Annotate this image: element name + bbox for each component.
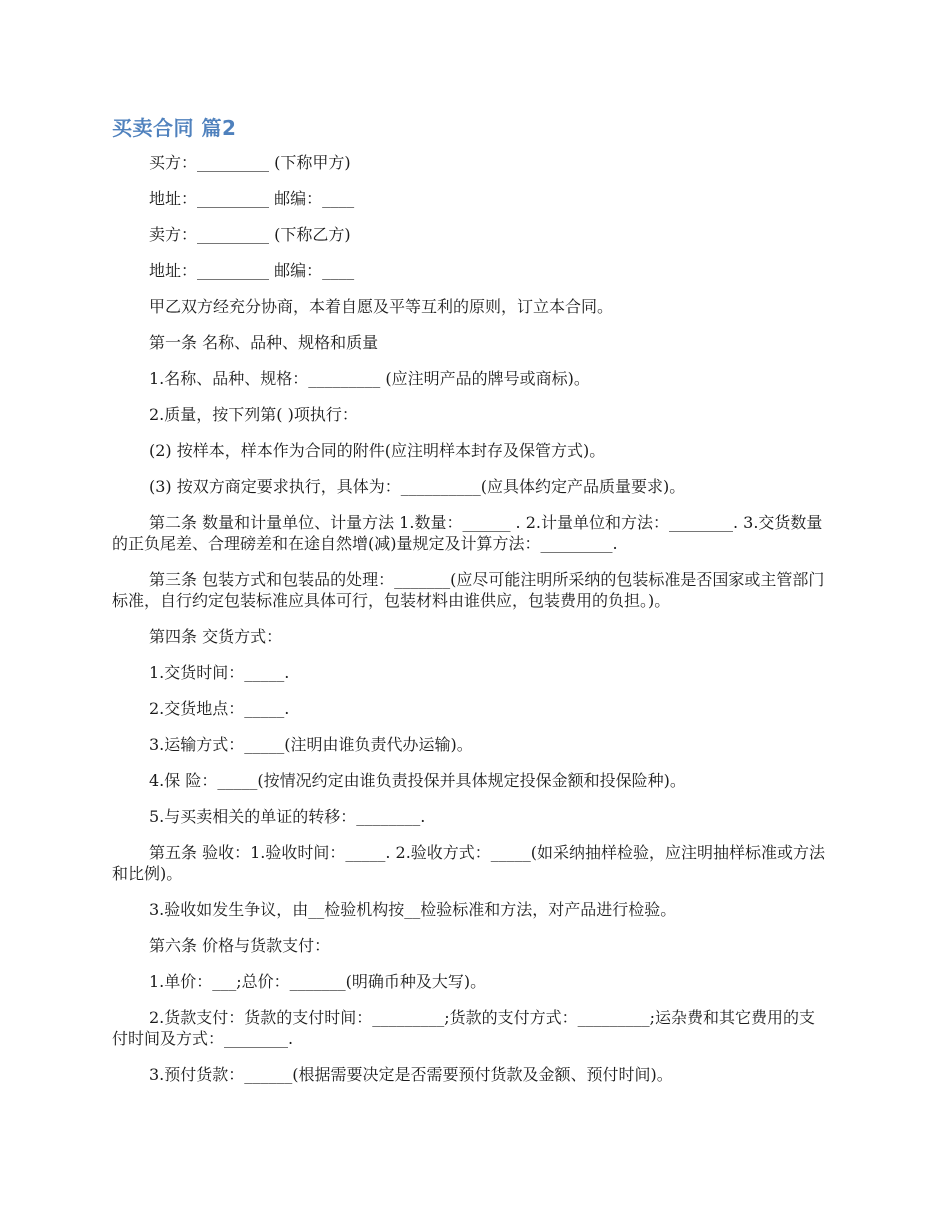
article-5: 第五条 验收：1.验收时间：_____. 2.验收方式：_____(如采纳抽样检验，应注明抽样标准或方法和比例)。 (112, 843, 826, 883)
article-4-item-2: 2.交货地点：_____. (149, 699, 290, 718)
article-1-item-1: 1.名称、品种、规格：_________ (应注明产品的牌号或商标)。 (149, 369, 590, 388)
article-6-item-3: 3.预付货款：______(根据需要决定是否需要预付货款及金额、预付时间)。 (149, 1065, 673, 1084)
document-body (112, 152, 828, 1100)
article-6-heading: 第六条 价格与货款支付： (149, 936, 331, 955)
article-5-item-3: 3.验收如发生争议，由__检验机构按__检验标准和方法，对产品进行检验。 (149, 900, 677, 919)
clause-buyer-address: 地址：_________ 邮编：____ (149, 189, 355, 208)
article-1-option-2: (2) 按样本，样本作为合同的附件(应注明样本封存及保管方式)。 (149, 441, 606, 460)
clause-buyer: 买方：_________ (下称甲方) (149, 153, 351, 172)
article-1-heading: 第一条 名称、品种、规格和质量 (149, 333, 379, 352)
clause-preamble: 甲乙双方经充分协商，本着自愿及平等互利的原则，订立本合同。 (149, 297, 614, 316)
article-6-item-1: 1.单价：___;总价：_______(明确币种及大写)。 (149, 972, 487, 991)
article-4-item-4: 4.保 险：_____(按情况约定由谁负责投保并具体规定投保金额和投保险种)。 (149, 771, 686, 790)
article-4-item-5: 5.与买卖相关的单证的转移：________. (149, 807, 426, 826)
article-6-item-2: 2.货款支付：货款的支付时间：_________;货款的支付方式：_________;运杂费和其它费用的支付时间及方式：________. (112, 1008, 816, 1048)
article-1-option-3: (3) 按双方商定要求执行，具体为：__________(应具体约定产品质量要求)。 (149, 477, 686, 496)
article-1-item-2: 2.质量，按下列第( )项执行： (149, 405, 358, 424)
clause-seller: 卖方：_________ (下称乙方) (149, 225, 351, 244)
clause-seller-address: 地址：_________ 邮编：____ (149, 261, 355, 280)
article-4-item-1: 1.交货时间：_____. (149, 663, 290, 682)
article-4-heading: 第四条 交货方式： (149, 627, 283, 646)
article-3: 第三条 包装方式和包装品的处理：_______(应尽可能注明所采纳的包装标准是否国家或主管部门标准，自行约定包装标准应具体可行，包装材料由谁供应，包装费用的负担。)。 (112, 570, 825, 610)
article-2: 第二条 数量和计量单位、计量方法 1.数量：______ . 2.计量单位和方法：________. 3.交货数量的正负尾差、合理磅差和在途自然增(减)量规定及计算方法：_________. (112, 513, 823, 553)
article-4-item-3: 3.运输方式：_____(注明由谁负责代办运输)。 (149, 735, 473, 754)
document-title: 买卖合同 篇2 (112, 116, 237, 140)
